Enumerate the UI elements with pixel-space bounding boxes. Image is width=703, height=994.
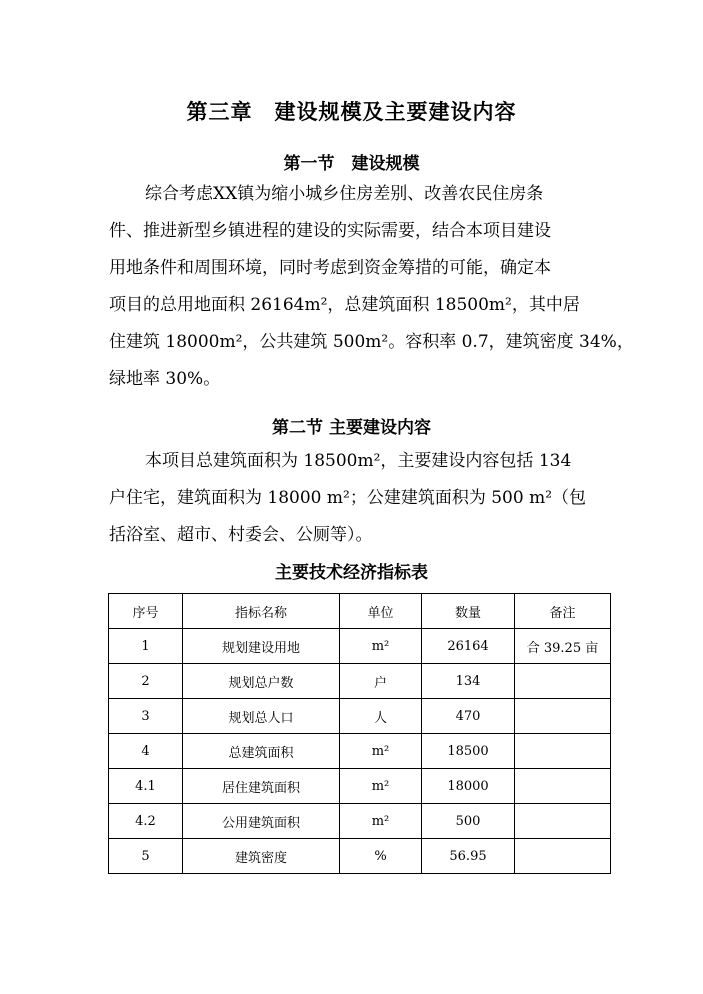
table-cell: 规划建设用地 bbox=[183, 629, 340, 664]
table-cell: m² bbox=[340, 804, 422, 839]
paragraph-line: 综合考虑XX镇为缩小城乡住房差别、改善农民住房条 bbox=[145, 184, 544, 204]
table-cell: m² bbox=[340, 769, 422, 804]
table-cell: 规划总户数 bbox=[183, 664, 340, 699]
table-cell: 规划总人口 bbox=[183, 699, 340, 734]
table-cell: m² bbox=[340, 734, 422, 769]
table-row bbox=[109, 664, 611, 699]
table-cell: 2 bbox=[109, 664, 183, 699]
paragraph-line: 项目的总用地面积 26164m²，总建筑面积 18500m²，其中居 bbox=[109, 295, 580, 315]
table-cell: 户 bbox=[340, 664, 422, 699]
table-header-row bbox=[109, 594, 611, 629]
table-row bbox=[109, 699, 611, 734]
paragraph-line: 住建筑 18000m²，公共建筑 500m²。容积率 0.7，建筑密度 34%， bbox=[109, 332, 634, 352]
table-cell: 公用建筑面积 bbox=[183, 804, 340, 839]
table-cell: 3 bbox=[109, 699, 183, 734]
table-row bbox=[109, 734, 611, 769]
table-cell: % bbox=[340, 839, 422, 874]
paragraph-line: 用地条件和周围环境，同时考虑到资金筹措的可能，确定本 bbox=[109, 258, 551, 278]
table-cell: 建筑密度 bbox=[183, 839, 340, 874]
table-cell: 5 bbox=[109, 839, 183, 874]
table-cell: 合 39.25 亩 bbox=[515, 629, 611, 664]
chapter-title: 第三章 建设规模及主要建设内容 bbox=[186, 99, 517, 124]
table-cell: 4 bbox=[109, 734, 183, 769]
section-title-scale: 第一节 建设规模 bbox=[283, 154, 420, 174]
section-title-content: 第二节 主要建设内容 bbox=[272, 418, 431, 438]
table-row bbox=[109, 839, 611, 874]
paragraph-line: 绿地率 30%。 bbox=[109, 369, 221, 389]
table-cell bbox=[515, 839, 611, 874]
table-row bbox=[109, 804, 611, 839]
table-cell: 500 bbox=[422, 804, 515, 839]
metrics-table bbox=[108, 593, 611, 874]
table-cell: 18500 bbox=[422, 734, 515, 769]
table-title: 主要技术经济指标表 bbox=[275, 563, 428, 583]
paragraph-content bbox=[109, 443, 649, 554]
table-cell bbox=[515, 804, 611, 839]
header-cell: 指标名称 bbox=[183, 594, 340, 629]
table-cell: 人 bbox=[340, 699, 422, 734]
paragraph-scale bbox=[109, 176, 649, 398]
table-cell: 56.95 bbox=[422, 839, 515, 874]
table-cell: 4.2 bbox=[109, 804, 183, 839]
paragraph-line: 件、推进新型乡镇进程的建设的实际需要，结合本项目建设 bbox=[109, 221, 551, 241]
table-cell bbox=[515, 699, 611, 734]
table-cell: 4.1 bbox=[109, 769, 183, 804]
table-cell: m² bbox=[340, 629, 422, 664]
table-cell: 26164 bbox=[422, 629, 515, 664]
paragraph-line: 户住宅，建筑面积为 18000 m²；公建建筑面积为 500 m²（包 bbox=[109, 488, 587, 508]
table-cell: 18000 bbox=[422, 769, 515, 804]
header-cell: 数量 bbox=[422, 594, 515, 629]
header-cell: 序号 bbox=[109, 594, 183, 629]
paragraph-line: 括浴室、超市、村委会、公厕等）。 bbox=[109, 525, 373, 545]
table-row bbox=[109, 769, 611, 804]
table-cell: 1 bbox=[109, 629, 183, 664]
table-cell bbox=[515, 734, 611, 769]
table-cell: 134 bbox=[422, 664, 515, 699]
table-cell bbox=[515, 769, 611, 804]
table-cell: 居住建筑面积 bbox=[183, 769, 340, 804]
table-cell: 470 bbox=[422, 699, 515, 734]
table-cell: 总建筑面积 bbox=[183, 734, 340, 769]
header-cell: 单位 bbox=[340, 594, 422, 629]
table-row bbox=[109, 629, 611, 664]
paragraph-line: 本项目总建筑面积为 18500m²，主要建设内容包括 134 bbox=[145, 451, 572, 471]
header-cell: 备注 bbox=[515, 594, 611, 629]
table-cell bbox=[515, 664, 611, 699]
